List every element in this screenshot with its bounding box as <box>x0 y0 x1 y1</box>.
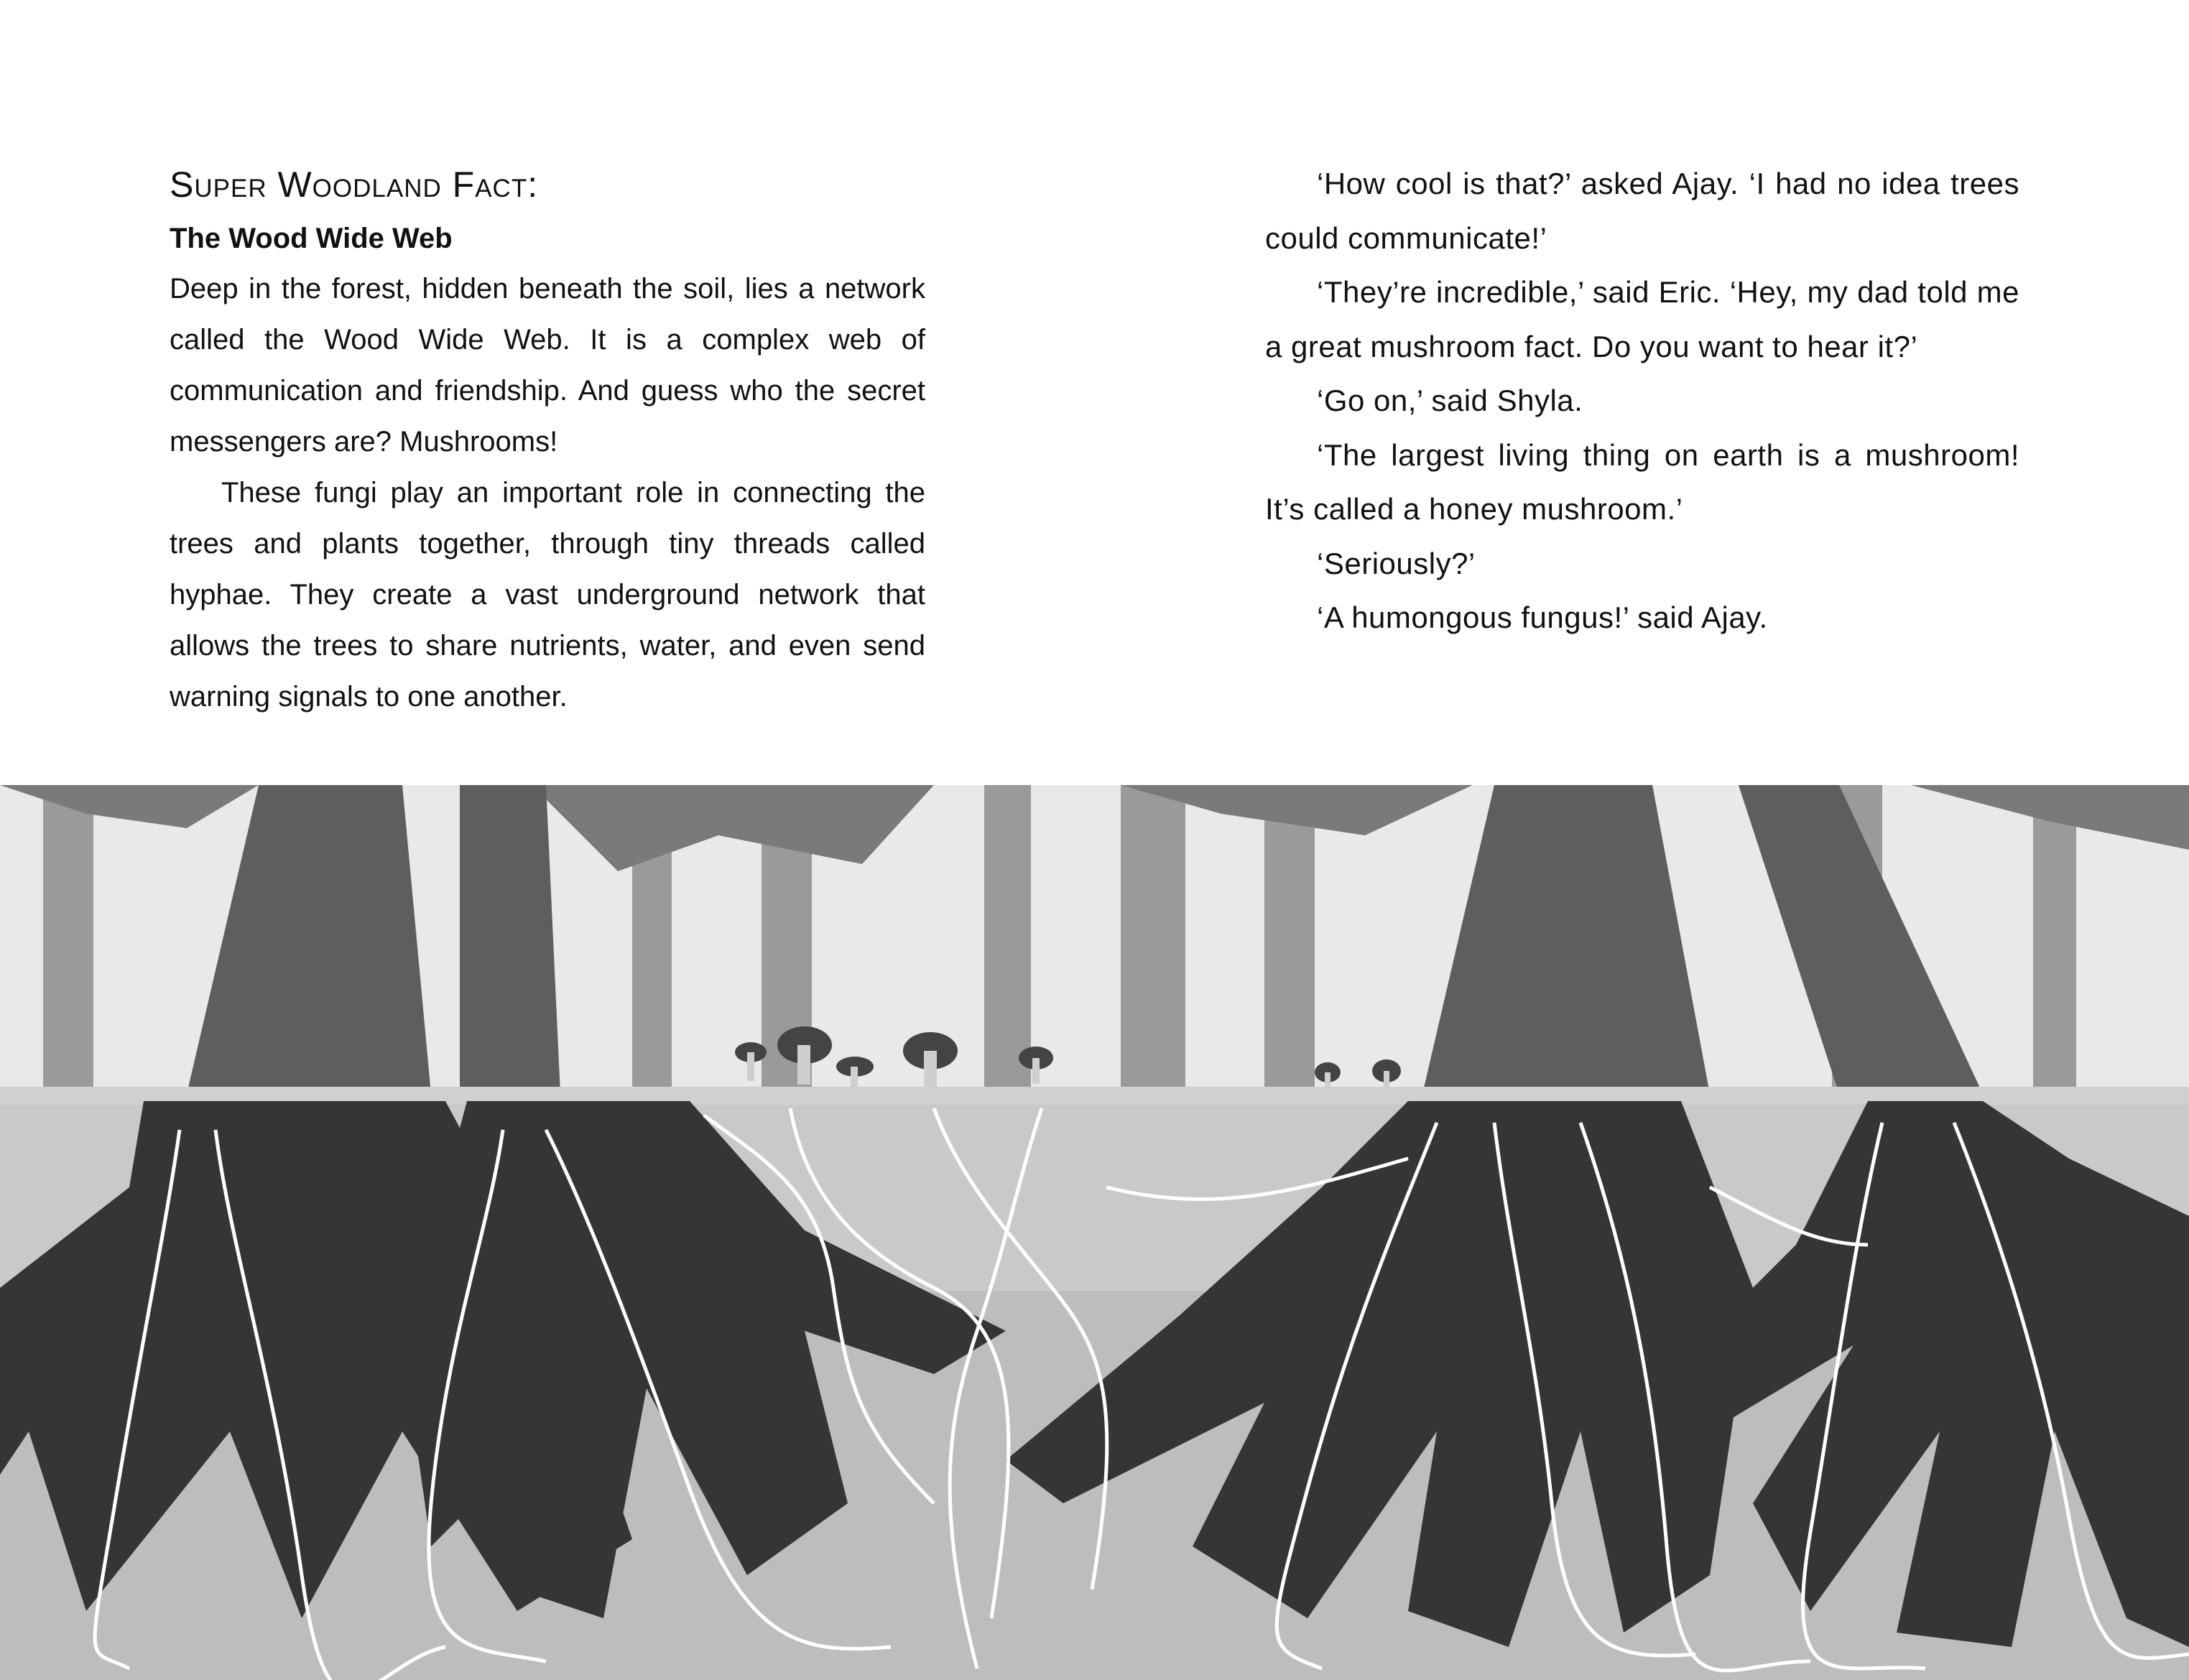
forest-roots-illustration <box>0 785 2189 1680</box>
story-line-2: ‘They’re incredible,’ said Eric. ‘Hey, my dad told me a great mushroom fact. Do you want to hear it?’ <box>1265 275 2019 363</box>
fact-subtitle: The Wood Wide Web <box>170 223 453 254</box>
story-text <box>1265 157 2019 645</box>
story-line-1: ‘How cool is that?’ asked Ajay. ‘I had no idea trees could communicate!’ <box>1265 167 2019 255</box>
story-line-4: ‘The largest living thing on earth is a mushroom! It’s called a honey mushroom.’ <box>1265 437 2019 526</box>
story-line-3: ‘Go on,’ said Shyla. <box>1317 384 1583 417</box>
fact-paragraph-2: These fungi play an important role in connecting the trees and plants together, through tiny threads called hyphae. They create a vast underground network that allows the trees to share nutrients, water, and even send warning signals to one another. <box>170 477 925 713</box>
fact-heading: Super Woodland Fact: <box>170 164 539 205</box>
story-line-6: ‘A humongous fungus!’ said Ajay. <box>1317 600 1768 634</box>
fact-box <box>170 164 925 723</box>
fact-paragraph-1: Deep in the forest, hidden beneath the soil, lies a network called the Wood Wide Web. It is a complex web of communication and friendship. And guess who the secret messengers are? Mushrooms! <box>170 273 925 458</box>
story-line-5: ‘Seriously?’ <box>1317 546 1476 580</box>
